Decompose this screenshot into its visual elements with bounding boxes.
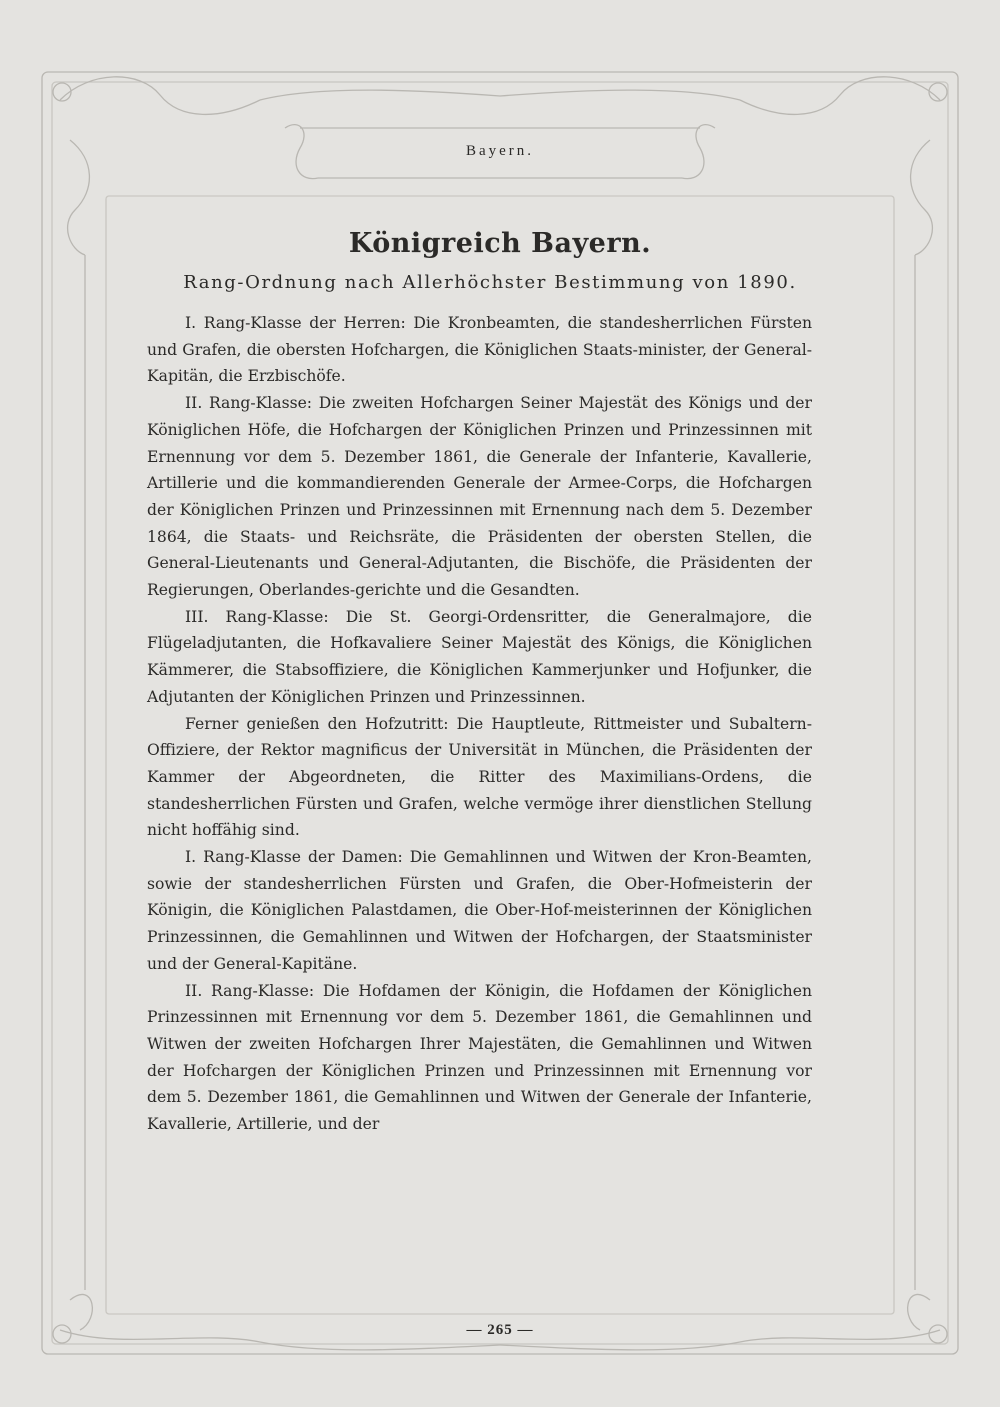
paragraph-6: II. Rang-Klasse: Die Hofdamen der Königin, die Hofdamen der Königlichen Prinzessinnen mit Ernennung vor dem 5. Dezember 1861, die Gemahlinnen und Witwen der zweiten Hofchargen Ihrer Majestäten, die Gemahlinnen und Witwen der Hofchargen der Königlichen Prinzen und Prinzessinnen mit Ernennung vor dem 5. Dezember 1861, die Gemahlinnen und Witwen der Generale der Infanterie, Kavallerie, Artillerie, und der [147,981,812,1134]
paragraph-5: I. Rang-Klasse der Damen: Die Gemahlinnen und Witwen der Kron-Beamten, sowie der standesherrlichen Fürsten und Grafen, die Ober-Hofmeisterin der Königin, die Königlichen Palastdamen, die Ober-Hof-meisterinnen der Königlichen Prinzessinnen, die Gemahlinnen und Witwen der Hofchargen, der Staatsminister und der General-Kapitäne. [147,848,812,973]
paragraph-1: I. Rang-Klasse der Herren: Die Kronbeamten, die standesherrlichen Fürsten und Grafen, die obersten Hofchargen, die Königlichen Staats-minister, der General-Kapitän, die Erzbischöfe. [147,314,812,386]
body-text [147,310,812,1138]
page-title: Königreich Bayern. [348,228,652,259]
subtitle: Rang-Ordnung nach Allerhöchster Bestimmung von 1890. [183,272,797,293]
running-header: Bayern. [465,143,535,159]
page-number: — 265 — [466,1322,534,1338]
paragraph-4: Ferner genießen den Hofzutritt: Die Hauptleute, Rittmeister und Subaltern-Offiziere, der Rektor magnificus der Universität in München, die Präsidenten der Kammer der Abgeordneten, die Ritter des Maximilians-Ordens, die standesherrlichen Fürsten und Grafen, welche vermöge ihrer dienstlichen Stellung nicht hoffähig sind. [147,714,812,840]
paragraph-3: III. Rang-Klasse: Die St. Georgi-Ordensritter, die Generalmajore, die Flügeladjutanten, die Hofkavaliere Seiner Majestät des Königs, die Königlichen Kämmerer, die Stabsoffiziere, die Königlichen Kammerjunker und Hofjunker, die Adjutanten der Königlichen Prinzen und Prinzessinnen. [147,607,812,706]
paragraph-2: II. Rang-Klasse: Die zweiten Hofchargen Seiner Majestät des Königs und der Königlichen Höfe, die Hofchargen der Königlichen Prinzen und Prinzessinnen mit Ernennung vor dem 5. Dezember 1861, die Generale der Infanterie, Kavallerie, Artillerie und die kommandierenden Generale der Armee-Corps, die Hofchargen der Königlichen Prinzen und Prinzessinnen mit Ernennung nach dem 5. Dezember 1864, die Staats- und Reichsräte, die Präsidenten der obersten Stellen, die General-Lieutenants und General-Adjutanten, die Bischöfe, die Präsidenten der Regierungen, Oberlandes-gerichte und die Gesandten. [147,394,812,600]
